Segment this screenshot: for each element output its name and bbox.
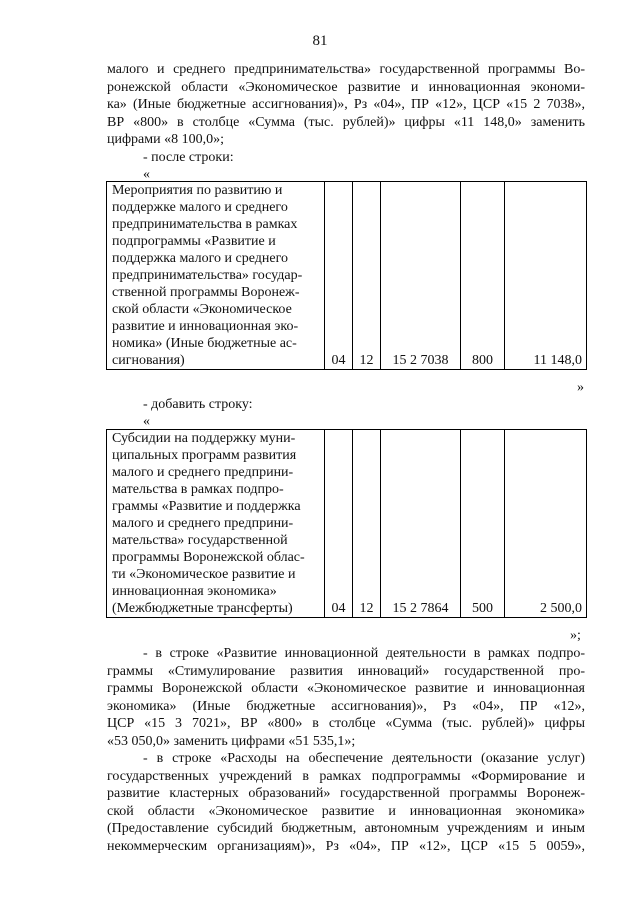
rz-cell: 04 [325,430,353,618]
description-line: поддержке малого и среднего [112,200,288,215]
description-line: Мероприятия по развитию и [112,183,283,198]
pr-cell: 12 [353,182,381,370]
description-line: ственной программы Воронеж- [112,285,300,300]
open-quote: « [143,167,150,182]
description-line: ти «Экономическое развитие и [112,567,296,582]
after-row-label: - после строки: [143,150,234,165]
text-line: цифрами «8 100,0»; [107,132,225,148]
add-row-label: - добавить строку: [143,397,253,412]
description-line: инновационная экономика» [112,584,277,599]
description-line: поддержка малого и среднего [112,251,288,266]
table-row [107,182,587,370]
text-line: «53 050,0» заменить цифрами «51 535,1»; [107,733,356,749]
text-line: ской области «Экономическое развитие и инновационная экономика» [107,803,585,819]
description-line: мательства» государственной [112,533,288,548]
description-line: малого и среднего предприни- [112,516,294,531]
rz-cell: 04 [325,182,353,370]
text-line: ВР «800» в столбце «Сумма (тыс. рублей)» цифры «11 148,0» заменить [107,114,585,130]
description-line: программы Воронежской облас- [112,550,305,565]
vr-cell: 800 [461,182,505,370]
amendment-paragraph [107,750,585,856]
vr-cell: 500 [461,430,505,618]
text-line: государственных учреждений в рамках подпрограммы «Формирование и [107,768,585,784]
description-line: мательства в рамках подпро- [112,482,284,497]
amendment-paragraph [107,645,585,751]
description-line: Субсидии на поддержку муни- [112,431,296,446]
text-line: ЦСР «15 3 7021», ВР «800» в столбце «Сумма (тыс. рублей)» цифры [107,716,585,732]
text-line: - в строке «Развитие инновационной деятельности в рамках подпро- [143,646,585,661]
pr-cell: 12 [353,430,381,618]
amount-cell: 11 148,0 [505,182,587,370]
description-line: предпринимательства в рамках [112,217,298,232]
row-description [107,430,325,618]
description-line: (Межбюджетные трансферты) [112,601,293,616]
description-line: малого и среднего предприни- [112,465,294,480]
text-line: граммы Воронежской области «Экономическое развитие и инновационная [107,681,585,697]
close-quote: » [577,380,584,395]
description-line: развитие и инновационная эко- [112,319,299,334]
amount-cell: 2 500,0 [505,430,587,618]
text-line: граммы «Стимулирование развития инноваций» государственной про- [107,663,585,679]
csr-cell: 15 2 7864 [381,430,461,618]
text-line: экономика» (Иные бюджетные ассигнования)», Рз «04», ПР «12», [107,698,585,714]
text-line: - в строке «Расходы на обеспечение деятельности (оказание услуг) [143,751,585,766]
row-description [107,182,325,370]
description-line: номика» (Иные бюджетные ас- [112,336,297,351]
description-line: предпринимательства» государ- [112,268,303,283]
text-line: малого и среднего предпринимательства» государственной программы Во- [107,62,585,77]
text-line: некоммерческим организациям)», Рз «04», ПР «12», ЦСР «15 5 0059», [107,838,585,854]
table-row [107,430,587,618]
description-line: сигнования) [112,353,185,368]
open-quote: « [143,414,150,429]
close-quote: »; [570,628,581,643]
text-line: (Предоставление субсидий бюджетным, автономным учреждениям и иным [107,821,585,837]
description-line: ской области «Экономическое [112,302,292,317]
budget-table-existing-row [106,181,587,370]
text-line: ронежской области «Экономическое развитие и инновационная экономи- [107,79,585,95]
page-number: 81 [312,33,328,49]
intro-paragraph [107,61,585,149]
csr-cell: 15 2 7038 [381,182,461,370]
text-line: ка» (Иные бюджетные ассигнования)», Рз «04», ПР «12», ЦСР «15 2 7038», [107,97,585,113]
budget-table-new-row [106,429,587,618]
description-line: ципальных программ развития [112,448,297,463]
text-line: развитие кластерных образований» государственной программы Воронеж- [107,786,585,802]
description-line: подпрограммы «Развитие и [112,234,276,249]
description-line: граммы «Развитие и поддержка [112,499,301,514]
